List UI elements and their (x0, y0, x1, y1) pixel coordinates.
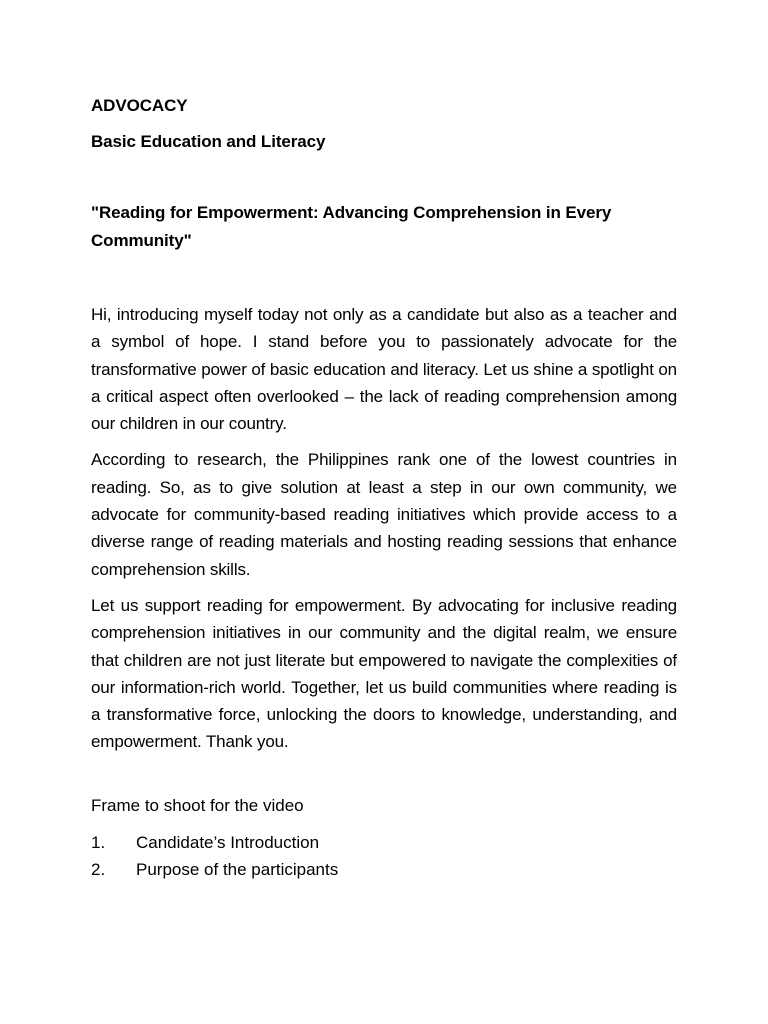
frame-label: Frame to shoot for the video (91, 795, 304, 815)
list-number-text: 1. (91, 832, 106, 852)
heading-advocacy: ADVOCACY (91, 96, 188, 115)
list-item-text: Purpose of the participants (136, 859, 339, 879)
frame-list (91, 829, 677, 883)
document-title: "Reading for Empowerment: Advancing Comprehension in Every Community" (91, 203, 612, 250)
list-item-number (91, 856, 136, 883)
list-item-number (91, 829, 136, 856)
document-body (91, 94, 677, 883)
list-item (91, 856, 677, 883)
paragraph-conclusion: Let us support reading for empowerment. By advocating for inclusive reading comprehension initiatives in our community and the digital realm, we ensure that children are not just literate but empowered to navigate the complexities of our information-rich world. Together, let us build communities where reading is a transformative force, unlocking the doors to knowledge, understanding, and empowerment. Thank you. (91, 595, 677, 752)
heading-topic: Basic Education and Literacy (91, 132, 326, 151)
list-item (91, 829, 677, 856)
list-item-text: Candidate’s Introduction (136, 832, 320, 852)
paragraph-introduction: Hi, introducing myself today not only as a candidate but also as a teacher and a symbol of hope. I stand before you to passionately advocate for the transformative power of basic education and literacy. Let us shine a spotlight on a critical aspect often overlooked – the lack of reading comprehension among our children in our country. (91, 305, 677, 434)
paragraph-research: According to research, the Philippines rank one of the lowest countries in reading. So, as to give solution at least a step in our own community, we advocate for community-based reading initiatives which provide access to a diverse range of reading materials and hosting reading sessions that enhance comprehension skills. (91, 450, 677, 579)
list-number-text: 2. (91, 859, 106, 879)
